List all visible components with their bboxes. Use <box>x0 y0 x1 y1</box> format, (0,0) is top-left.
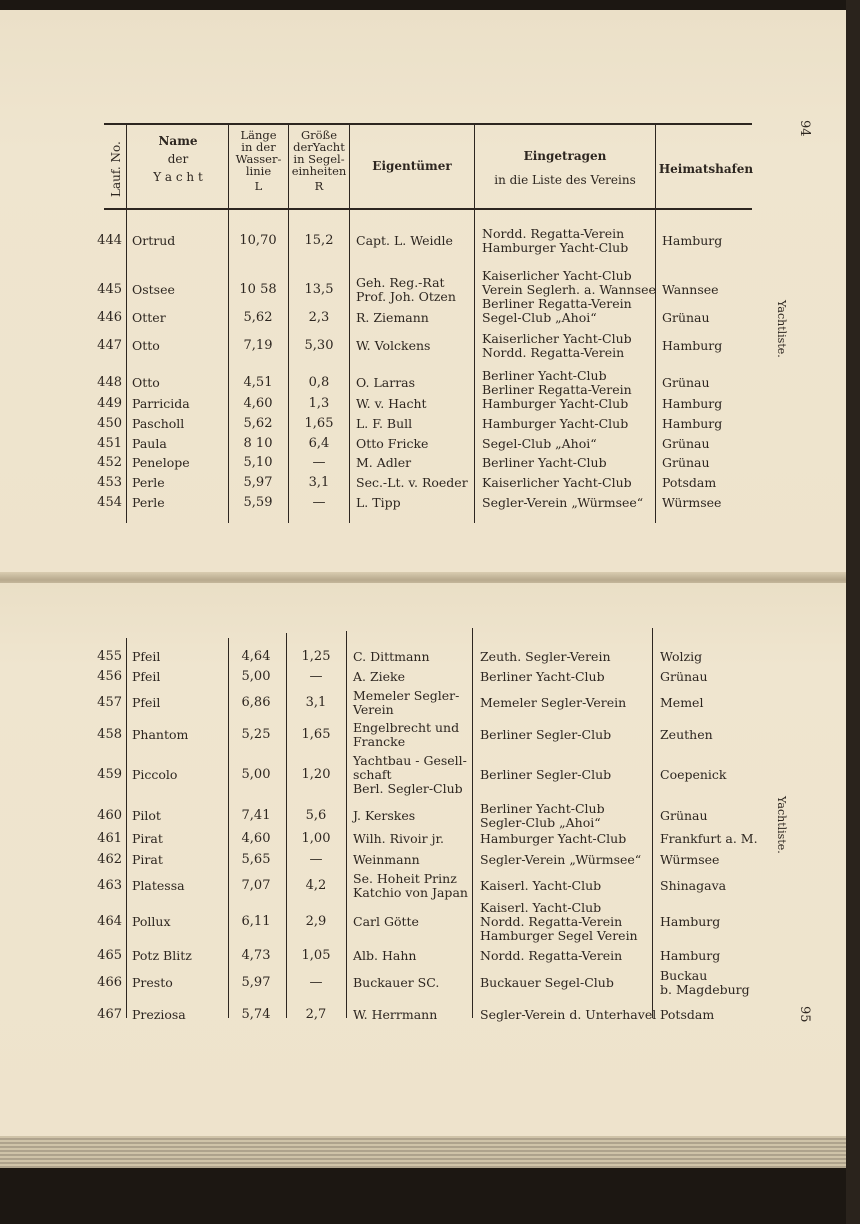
row-lauf-no: 460 <box>97 808 122 823</box>
row-yacht-name: Otter <box>132 310 166 325</box>
row-eigentuemer <box>356 234 453 248</box>
row-eigentuemer-line: Otto Fricke <box>356 436 429 451</box>
row-verein-line: Hamburger Segel Verein <box>480 928 638 943</box>
row-verein <box>480 879 601 893</box>
row-verein <box>482 332 632 360</box>
row-heimatshafen-line: Hamburg <box>662 396 723 411</box>
row-laenge: 5,62 <box>243 310 273 325</box>
row-laenge: 7,41 <box>241 808 271 823</box>
row-eigentuemer-line: Weinmann <box>353 852 420 867</box>
row-lauf-no: 458 <box>97 727 122 742</box>
row-laenge: 4,73 <box>241 948 271 963</box>
row-yacht-name: Penelope <box>132 455 190 470</box>
row-lauf-no: 464 <box>97 914 122 929</box>
row-eigentuemer-line: Engelbrecht und <box>353 720 460 735</box>
row-verein <box>482 227 628 255</box>
row-eigentuemer-line: schaft <box>353 767 392 782</box>
row-heimatshafen-line: Memel <box>660 695 704 710</box>
row-heimatshafen-line: Wolzig <box>660 649 703 664</box>
row-eigentuemer <box>356 276 456 304</box>
row-verein <box>480 728 611 742</box>
row-yacht-name: Otto <box>132 338 160 353</box>
row-verein <box>480 696 626 710</box>
row-yacht-name: Platessa <box>132 878 185 893</box>
row-verein-line: Kaiserlicher Yacht-Club <box>482 331 632 346</box>
row-eigentuemer-line: M. Adler <box>356 455 412 470</box>
row-eigentuemer-line: Francke <box>353 734 406 749</box>
row-heimatshafen-line: Buckau <box>660 968 708 983</box>
row-heimatshafen-line: Würmsee <box>660 852 720 867</box>
row-eigentuemer-line: W. Volckens <box>356 338 431 353</box>
column-rule <box>126 638 127 1018</box>
row-heimatshafen-line: Grünau <box>660 669 708 684</box>
row-yacht-name: Pascholl <box>132 416 185 431</box>
row-heimatshafen-line: Grünau <box>662 375 710 390</box>
row-heimatshafen <box>660 879 726 893</box>
row-eigentuemer-line: L. F. Bull <box>356 416 413 431</box>
row-verein-line: Kaiserlicher Yacht-Club <box>482 268 632 283</box>
row-eigentuemer-line: Berl. Segler-Club <box>353 781 463 796</box>
row-groesse: — <box>309 852 323 867</box>
side-label-yachtliste: Yachtliste. <box>775 300 788 358</box>
row-eigentuemer <box>353 949 416 963</box>
row-heimatshafen-line: Wannsee <box>662 282 719 297</box>
row-eigentuemer <box>353 853 420 867</box>
row-heimatshafen-line: Potsdam <box>660 1007 715 1022</box>
row-heimatshafen-line: Grünau <box>662 455 710 470</box>
row-verein-line: Kaiserlicher Yacht-Club <box>482 475 632 490</box>
page-95 <box>0 583 846 1136</box>
row-eigentuemer-line: Katchio von Japan <box>353 885 468 900</box>
header-groesse-line: einheiten <box>291 164 347 178</box>
header-heimatshafen: Heimatshafen <box>658 162 754 176</box>
row-heimatshafen-line: Coepenick <box>660 767 727 782</box>
row-verein-line: Nordd. Regatta-Verein <box>480 948 623 963</box>
row-eigentuemer <box>356 311 429 325</box>
row-eigentuemer-line: Prof. Joh. Otzen <box>356 289 456 304</box>
row-eigentuemer-line: Carl Götte <box>353 914 419 929</box>
row-heimatshafen <box>660 853 719 867</box>
row-verein-line: Kaiserl. Yacht-Club <box>480 878 602 893</box>
row-heimatshafen <box>660 670 708 684</box>
row-heimatshafen-line: Zeuthen <box>660 727 713 742</box>
row-heimatshafen <box>662 496 721 510</box>
row-laenge: 10,70 <box>239 233 277 248</box>
row-verein-line: Hamburger Yacht-Club <box>482 240 629 255</box>
row-laenge: 4,60 <box>243 396 273 411</box>
row-verein-line: Hamburger Yacht-Club <box>482 396 629 411</box>
row-groesse: 5,6 <box>305 808 327 823</box>
row-laenge: 4,51 <box>243 375 273 390</box>
row-groesse: 0,8 <box>308 375 330 390</box>
page-94 <box>0 10 846 578</box>
row-heimatshafen <box>662 437 710 451</box>
row-heimatshafen-line: Frankfurt a. M. <box>660 831 758 846</box>
row-laenge: 6,86 <box>241 695 271 710</box>
row-laenge: 5,00 <box>241 767 271 782</box>
row-groesse: 1,65 <box>304 416 334 431</box>
row-lauf-no: 467 <box>97 1007 122 1022</box>
row-verein <box>480 976 614 990</box>
row-eigentuemer-line: Memeler Segler- <box>353 688 460 703</box>
header-laenge-line: linie <box>245 164 272 178</box>
row-lauf-no: 448 <box>97 375 122 390</box>
row-verein-line: Verein Seglerh. a. Wannsee <box>482 282 656 297</box>
row-lauf-no: 456 <box>97 669 122 684</box>
header-eingetragen-line: in die Liste des Vereins <box>494 173 636 187</box>
row-eigentuemer <box>353 872 468 900</box>
row-verein-line: Berliner Segler-Club <box>480 727 612 742</box>
row-heimatshafen-line: Hamburg <box>660 948 721 963</box>
row-eigentuemer-line: Verein <box>353 702 394 717</box>
row-eigentuemer <box>356 376 415 390</box>
row-verein-line: Hamburger Yacht-Club <box>482 416 629 431</box>
row-laenge: 4,60 <box>241 831 271 846</box>
page-number-95: 95 <box>797 1006 812 1023</box>
column-rule <box>655 123 656 523</box>
row-eigentuemer-line: Alb. Hahn <box>353 948 417 963</box>
header-laenge <box>229 129 288 192</box>
row-lauf-no: 446 <box>97 310 122 325</box>
row-heimatshafen <box>662 283 719 297</box>
row-heimatshafen <box>660 969 750 997</box>
row-lauf-no: 450 <box>97 416 122 431</box>
row-lauf-no: 461 <box>97 831 122 846</box>
row-heimatshafen-line: Würmsee <box>662 495 722 510</box>
row-eigentuemer <box>353 721 459 749</box>
row-groesse: 1,65 <box>301 727 331 742</box>
row-eigentuemer <box>356 496 401 510</box>
row-eigentuemer <box>353 670 405 684</box>
row-laenge: 5,65 <box>241 852 271 867</box>
row-yacht-name: Pilot <box>132 808 161 823</box>
header-eigentuemer: Eigentümer <box>372 159 452 173</box>
row-laenge: 5,74 <box>241 1007 271 1022</box>
row-verein <box>480 768 611 782</box>
row-verein <box>482 397 628 411</box>
header-groesse <box>289 129 349 192</box>
header-groesse-line: R <box>314 179 324 193</box>
row-verein <box>482 269 656 311</box>
row-verein <box>482 417 628 431</box>
row-lauf-no: 447 <box>97 338 122 353</box>
row-heimatshafen <box>662 397 722 411</box>
column-rule <box>126 123 127 523</box>
row-lauf-no: 455 <box>97 649 122 664</box>
header-lauf-no: Lauf. No. <box>109 141 123 197</box>
header-groesse-line: in Segel- <box>293 152 345 166</box>
row-verein <box>482 476 632 490</box>
row-yacht-name: Pfeil <box>132 669 161 684</box>
row-heimatshafen <box>660 832 758 846</box>
row-verein-line: Nordd. Regatta-Verein <box>480 914 623 929</box>
row-verein-line: Kaiserl. Yacht-Club <box>480 900 602 915</box>
row-laenge: 5,10 <box>243 455 273 470</box>
row-eigentuemer <box>356 417 412 431</box>
header-groesse-line: Größe <box>300 128 338 142</box>
row-groesse: 3,1 <box>305 695 327 710</box>
header-laenge-line: in der <box>241 140 276 154</box>
row-yacht-name: Ostsee <box>132 282 175 297</box>
row-eigentuemer <box>353 689 459 717</box>
row-laenge: 5,97 <box>241 975 271 990</box>
row-verein-line: Nordd. Regatta-Verein <box>482 226 625 241</box>
row-laenge: 5,00 <box>241 669 271 684</box>
row-verein <box>480 949 622 963</box>
column-rule <box>346 631 347 1018</box>
row-yacht-name: Pirat <box>132 852 163 867</box>
row-eigentuemer-line: J. Kerskes <box>353 808 416 823</box>
header-laenge-line: Länge <box>240 128 277 142</box>
row-verein-line: Berliner Segler-Club <box>480 767 612 782</box>
row-eigentuemer <box>356 339 430 353</box>
row-yacht-name: Parricida <box>132 396 190 411</box>
row-lauf-no: 449 <box>97 396 122 411</box>
row-eigentuemer-line: A. Zieke <box>353 669 406 684</box>
row-heimatshafen <box>660 949 720 963</box>
page-number-94: 94 <box>797 120 812 137</box>
row-heimatshafen-line: Hamburg <box>662 416 723 431</box>
row-verein-line: Memeler Segler-Verein <box>480 695 627 710</box>
row-verein <box>480 650 611 664</box>
row-heimatshafen-line: Hamburg <box>662 233 723 248</box>
row-lauf-no: 444 <box>97 233 122 248</box>
row-heimatshafen <box>660 768 727 782</box>
row-heimatshafen <box>660 1008 714 1022</box>
row-eigentuemer-line: Geh. Reg.-Rat <box>356 275 445 290</box>
row-heimatshafen <box>662 339 722 353</box>
row-eigentuemer-line: Capt. L. Weidle <box>356 233 453 248</box>
row-eigentuemer-line: L. Tipp <box>356 495 401 510</box>
row-groesse: 1,25 <box>301 649 331 664</box>
row-laenge: 10 58 <box>239 282 277 297</box>
row-heimatshafen-line: Grünau <box>662 310 710 325</box>
row-yacht-name: Presto <box>132 975 173 990</box>
row-eigentuemer <box>353 754 467 796</box>
row-verein-line: Buckauer Segel-Club <box>480 975 614 990</box>
row-laenge: 4,64 <box>241 649 271 664</box>
row-yacht-name: Potz Blitz <box>132 948 192 963</box>
row-verein-line: Segler-Club „Ahoi“ <box>480 815 601 830</box>
row-lauf-no: 465 <box>97 948 122 963</box>
row-verein <box>480 802 605 830</box>
row-eigentuemer <box>353 650 430 664</box>
row-verein-line: Berliner Regatta-Verein <box>482 382 632 397</box>
row-heimatshafen <box>662 417 722 431</box>
row-laenge: 5,62 <box>243 416 273 431</box>
row-yacht-name: Paula <box>132 436 167 451</box>
row-groesse: 2,3 <box>308 310 330 325</box>
row-eigentuemer <box>356 397 427 411</box>
row-eigentuemer-line: C. Dittmann <box>353 649 430 664</box>
row-lauf-no: 454 <box>97 495 122 510</box>
row-verein-line: Segel-Club „Ahoi“ <box>482 436 597 451</box>
row-groesse: — <box>312 455 326 470</box>
row-eigentuemer <box>353 832 444 846</box>
row-groesse: 1,3 <box>308 396 330 411</box>
row-eigentuemer <box>356 456 411 470</box>
row-laenge: 5,25 <box>241 727 271 742</box>
row-heimatshafen <box>662 456 710 470</box>
book-spine-shadow <box>846 0 860 1224</box>
row-groesse: 2,9 <box>305 914 327 929</box>
row-heimatshafen <box>662 476 716 490</box>
row-verein-line: Hamburger Yacht-Club <box>480 831 627 846</box>
header-name <box>130 135 226 183</box>
row-eigentuemer-line: R. Ziemann <box>356 310 429 325</box>
row-verein <box>480 832 626 846</box>
header-eingetragen-line: Eingetragen <box>523 149 607 163</box>
row-heimatshafen-line: Shinagava <box>660 878 727 893</box>
row-eigentuemer <box>353 915 419 929</box>
header-name-line: Y a c h t <box>153 170 203 184</box>
row-heimatshafen <box>660 915 720 929</box>
row-verein-line: Segler-Verein d. Unterhavel <box>480 1007 657 1022</box>
row-verein <box>482 369 632 397</box>
row-groesse: — <box>312 495 326 510</box>
row-eigentuemer <box>356 437 428 451</box>
page-edges <box>0 1136 846 1168</box>
row-laenge: 6,11 <box>241 914 271 929</box>
row-verein-line: Berliner Yacht-Club <box>482 368 607 383</box>
row-verein <box>482 456 607 470</box>
row-verein-line: Segel-Club „Ahoi“ <box>482 310 597 325</box>
row-yacht-name: Pirat <box>132 831 163 846</box>
row-lauf-no: 462 <box>97 852 122 867</box>
row-verein <box>480 853 641 867</box>
row-heimatshafen-line: Hamburg <box>660 914 721 929</box>
row-verein-line: Berliner Regatta-Verein <box>482 296 632 311</box>
row-lauf-no: 453 <box>97 475 122 490</box>
row-groesse: 15,2 <box>304 233 334 248</box>
row-lauf-no: 445 <box>97 282 122 297</box>
row-verein-line: Berliner Yacht-Club <box>482 455 607 470</box>
row-eigentuemer-line: Yachtbau - Gesell- <box>353 753 467 768</box>
row-lauf-no: 452 <box>97 455 122 470</box>
row-heimatshafen <box>660 650 702 664</box>
row-groesse: 4,2 <box>305 878 327 893</box>
row-verein <box>480 901 638 943</box>
row-groesse: 13,5 <box>304 282 334 297</box>
row-verein-line: Zeuth. Segler-Verein <box>480 649 611 664</box>
column-rule <box>652 628 653 1018</box>
row-laenge: 8 10 <box>243 436 273 451</box>
row-groesse: 1,05 <box>301 948 331 963</box>
row-lauf-no: 466 <box>97 975 122 990</box>
row-heimatshafen <box>660 809 708 823</box>
row-verein <box>480 1008 656 1022</box>
row-verein <box>482 437 597 451</box>
row-heimatshafen <box>662 234 722 248</box>
row-heimatshafen-line: Grünau <box>660 808 708 823</box>
row-laenge: 7,19 <box>243 338 273 353</box>
header-eingetragen <box>475 150 655 186</box>
header-name-line: Name <box>158 134 198 148</box>
row-eigentuemer-line: W. v. Hacht <box>356 396 427 411</box>
row-yacht-name: Perle <box>132 495 165 510</box>
row-eigentuemer-line: Wilh. Rivoir jr. <box>353 831 445 846</box>
row-groesse: 3,1 <box>308 475 330 490</box>
row-laenge: 5,59 <box>243 495 273 510</box>
row-lauf-no: 459 <box>97 767 122 782</box>
row-heimatshafen-line: Potsdam <box>662 475 717 490</box>
row-verein <box>482 496 643 510</box>
row-verein-line: Segler-Verein „Würmsee“ <box>480 852 642 867</box>
header-name-line: der <box>167 152 189 166</box>
row-yacht-name: Pollux <box>132 914 171 929</box>
row-verein-line: Berliner Yacht-Club <box>480 801 605 816</box>
row-verein-line: Segler-Verein „Würmsee“ <box>482 495 644 510</box>
row-eigentuemer <box>353 809 415 823</box>
row-eigentuemer-line: Se. Hoheit Prinz <box>353 871 457 886</box>
row-heimatshafen <box>662 376 710 390</box>
row-eigentuemer-line: Buckauer SC. <box>353 975 440 990</box>
side-label-yachtliste: Yachtliste. <box>775 796 788 854</box>
row-verein-line: Berliner Yacht-Club <box>480 669 605 684</box>
row-verein <box>482 311 597 325</box>
row-groesse: 1,20 <box>301 767 331 782</box>
header-laenge-line: Wasser- <box>235 152 282 166</box>
row-yacht-name: Phantom <box>132 727 189 742</box>
row-eigentuemer-line: O. Larras <box>356 375 416 390</box>
row-lauf-no: 463 <box>97 878 122 893</box>
row-heimatshafen-line: Hamburg <box>662 338 723 353</box>
row-yacht-name: Pfeil <box>132 695 161 710</box>
row-laenge: 7,07 <box>241 878 271 893</box>
row-yacht-name: Pfeil <box>132 649 161 664</box>
row-heimatshafen-line: b. Magdeburg <box>660 982 750 997</box>
column-rule <box>349 123 350 523</box>
row-groesse: — <box>309 975 323 990</box>
row-groesse: 6,4 <box>308 436 330 451</box>
column-rule <box>472 628 473 1018</box>
row-yacht-name: Perle <box>132 475 165 490</box>
row-heimatshafen <box>662 311 710 325</box>
row-yacht-name: Piccolo <box>132 767 178 782</box>
row-yacht-name: Ortrud <box>132 233 176 248</box>
row-eigentuemer <box>356 476 468 490</box>
row-yacht-name: Preziosa <box>132 1007 186 1022</box>
row-eigentuemer-line: W. Herrmann <box>353 1007 438 1022</box>
row-verein <box>480 670 605 684</box>
header-laenge-line: L <box>254 179 263 193</box>
row-verein-line: Nordd. Regatta-Verein <box>482 345 625 360</box>
header-groesse-line: derYacht <box>293 140 345 154</box>
row-eigentuemer <box>353 976 439 990</box>
row-eigentuemer-line: Sec.-Lt. v. Roeder <box>356 475 468 490</box>
row-groesse: — <box>309 669 323 684</box>
row-laenge: 5,97 <box>243 475 273 490</box>
row-groesse: 5,30 <box>304 338 334 353</box>
row-lauf-no: 451 <box>97 436 122 451</box>
row-groesse: 2,7 <box>305 1007 327 1022</box>
row-groesse: 1,00 <box>301 831 331 846</box>
row-heimatshafen <box>660 696 703 710</box>
row-eigentuemer <box>353 1008 437 1022</box>
row-yacht-name: Otto <box>132 375 160 390</box>
row-heimatshafen <box>660 728 713 742</box>
row-lauf-no: 457 <box>97 695 122 710</box>
row-heimatshafen-line: Grünau <box>662 436 710 451</box>
